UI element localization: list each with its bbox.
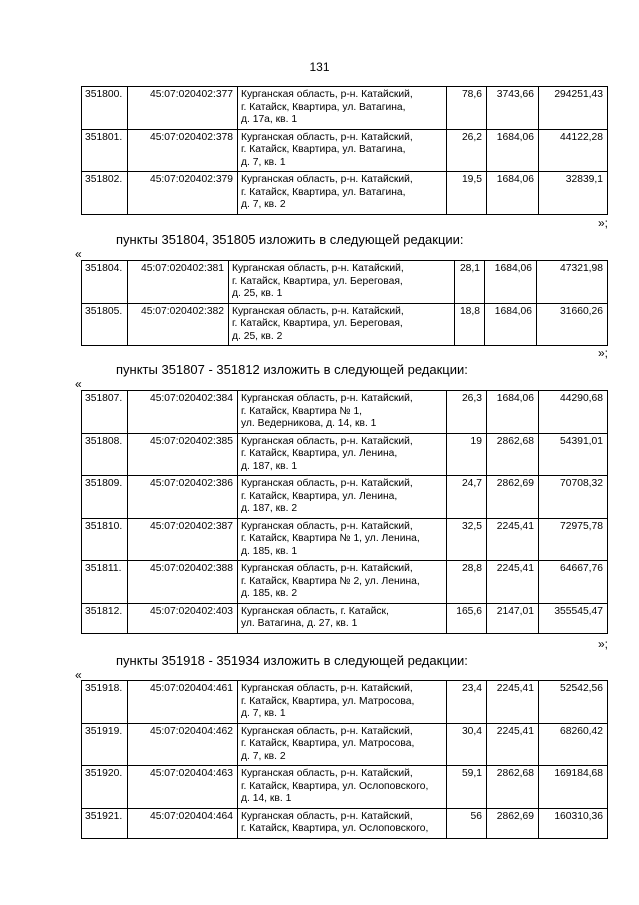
item-number-cell: 351811. xyxy=(82,561,128,604)
unit-price-cell: 3743,66 xyxy=(487,87,539,130)
unit-price-cell: 2862,69 xyxy=(487,808,539,838)
table-row xyxy=(82,518,608,561)
cadastral-value-cell: 68260,42 xyxy=(539,723,608,766)
unit-price-cell: 2862,68 xyxy=(487,433,539,476)
cadastral-value-cell: 160310,36 xyxy=(539,808,608,838)
address-cell xyxy=(238,681,447,724)
table-row xyxy=(82,391,608,434)
address-cell xyxy=(238,87,447,130)
address-line: г. Катайск, Квартира, ул. Ленина, xyxy=(241,490,398,502)
address-line: г. Катайск, Квартира № 1, xyxy=(241,405,363,417)
cadastral-number-cell: 45:07:020404:463 xyxy=(128,766,238,809)
unit-price-cell: 1684,06 xyxy=(485,303,537,346)
address-line: г. Катайск, Квартира, ул. Ленина, xyxy=(241,448,398,459)
address-cell xyxy=(229,303,455,346)
address-line: г. Катайск, Квартира, ул. Ватагина, xyxy=(241,101,406,113)
address-cell xyxy=(238,723,447,766)
unit-price-cell: 2245,41 xyxy=(487,681,539,724)
amendment-instruction: пункты 351918 - 351934 изложить в следующей редакции: xyxy=(116,653,468,668)
area-cell: 165,6 xyxy=(447,603,487,633)
opening-quote: « xyxy=(75,247,82,261)
address-cell xyxy=(238,766,447,809)
area-cell: 23,4 xyxy=(447,681,487,724)
address-line: г. Катайск, Квартира, ул. Береговая, xyxy=(232,318,403,329)
address-cell xyxy=(238,129,447,172)
address-line: д. 17а, кв. 1 xyxy=(241,114,298,125)
table-row xyxy=(82,766,608,809)
address-line: ул. Ватагина, д. 27, кв. 1 xyxy=(241,618,358,629)
cadastral-value-cell: 54391,01 xyxy=(539,433,608,476)
address-line: д. 25, кв. 2 xyxy=(232,330,283,342)
table-row xyxy=(82,172,608,215)
item-number-cell: 351809. xyxy=(82,476,128,519)
address-line: г. Катайск, Квартира № 1, ул. Ленина, xyxy=(241,533,420,544)
table-row xyxy=(82,303,608,346)
address-line: Курганская область, р-н. Катайский, xyxy=(241,810,413,822)
cadastral-number-cell: 45:07:020402:403 xyxy=(128,603,238,633)
item-number-cell: 351918. xyxy=(82,681,128,724)
cadastral-value-cell: 47321,98 xyxy=(537,261,608,304)
table-row xyxy=(82,681,608,724)
address-line: Курганская область, р-н. Катайский, xyxy=(241,89,413,100)
area-cell: 24,7 xyxy=(447,476,487,519)
item-number-cell: 351810. xyxy=(82,518,128,561)
register-table xyxy=(81,260,608,346)
address-line: Курганская область, р-н. Катайский, xyxy=(241,393,413,404)
item-number-cell: 351801. xyxy=(82,129,128,172)
item-number-cell: 351802. xyxy=(82,172,128,215)
unit-price-cell: 1684,06 xyxy=(487,391,539,434)
item-number-cell: 351804. xyxy=(82,261,128,304)
address-line: д. 25, кв. 1 xyxy=(232,288,283,299)
address-line: д. 7, кв. 2 xyxy=(241,199,286,210)
cadastral-number-cell: 45:07:020404:464 xyxy=(128,808,238,838)
item-number-cell: 351920. xyxy=(82,766,128,809)
address-cell xyxy=(238,172,447,215)
address-line: Курганская область, р-н. Катайский, xyxy=(241,563,413,574)
area-cell: 28,1 xyxy=(455,261,485,304)
opening-quote: « xyxy=(75,377,82,391)
unit-price-cell: 2862,68 xyxy=(487,766,539,809)
area-cell: 78,6 xyxy=(447,87,487,130)
address-line: г. Катайск, Квартира, ул. Ватагина, xyxy=(241,144,406,155)
register-table xyxy=(81,680,608,839)
page-number: 131 xyxy=(309,60,330,74)
cadastral-number-cell: 45:07:020402:381 xyxy=(128,261,229,304)
address-line: Курганская область, р-н. Катайский, xyxy=(241,435,413,447)
item-number-cell: 351805. xyxy=(82,303,128,346)
register-table xyxy=(81,86,608,215)
address-cell xyxy=(238,433,447,476)
cadastral-value-cell: 32839,1 xyxy=(539,172,608,215)
address-line: г. Катайск, Квартира № 2, ул. Ленина, xyxy=(241,575,420,587)
area-cell: 18,8 xyxy=(455,303,485,346)
address-cell xyxy=(238,808,447,838)
address-line: Курганская область, р-н. Катайский, xyxy=(241,683,413,694)
address-line: Курганская область, р-н. Катайский, xyxy=(241,131,413,143)
unit-price-cell: 2245,41 xyxy=(487,518,539,561)
address-line: д. 7, кв. 1 xyxy=(241,708,286,719)
address-cell xyxy=(229,261,455,304)
address-line: д. 185, кв. 2 xyxy=(241,588,298,599)
area-cell: 56 xyxy=(447,808,487,838)
address-cell xyxy=(238,603,447,633)
item-number-cell: 351919. xyxy=(82,723,128,766)
address-cell xyxy=(238,518,447,561)
cadastral-number-cell: 45:07:020402:386 xyxy=(128,476,238,519)
cadastral-value-cell: 52542,56 xyxy=(539,681,608,724)
address-line: Курганская область, р-н. Катайский, xyxy=(232,305,404,317)
table-row xyxy=(82,476,608,519)
address-line: д. 187, кв. 2 xyxy=(241,503,298,514)
address-cell xyxy=(238,561,447,604)
unit-price-cell: 1684,06 xyxy=(487,172,539,215)
address-cell xyxy=(238,391,447,434)
opening-quote: « xyxy=(75,668,82,682)
area-cell: 19 xyxy=(447,433,487,476)
address-line: д. 187, кв. 1 xyxy=(241,460,298,472)
register-table xyxy=(81,390,608,634)
table-row xyxy=(82,87,608,130)
cadastral-number-cell: 45:07:020402:377 xyxy=(128,87,238,130)
cadastral-value-cell: 44122,28 xyxy=(539,129,608,172)
unit-price-cell: 2147,01 xyxy=(487,603,539,633)
table-row xyxy=(82,433,608,476)
cadastral-number-cell: 45:07:020404:462 xyxy=(128,723,238,766)
address-line: г. Катайск, Квартира, ул. Ватагина, xyxy=(241,186,406,198)
cadastral-value-cell: 169184,68 xyxy=(539,766,608,809)
table-row xyxy=(82,261,608,304)
item-number-cell: 351800. xyxy=(82,87,128,130)
area-cell: 26,2 xyxy=(447,129,487,172)
address-line: д. 7, кв. 2 xyxy=(241,750,286,762)
cadastral-number-cell: 45:07:020402:384 xyxy=(128,391,238,434)
address-line: д. 185, кв. 1 xyxy=(241,545,298,557)
unit-price-cell: 2862,69 xyxy=(487,476,539,519)
area-cell: 30,4 xyxy=(447,723,487,766)
cadastral-number-cell: 45:07:020402:379 xyxy=(128,172,238,215)
cadastral-number-cell: 45:07:020404:461 xyxy=(128,681,238,724)
table-row xyxy=(82,561,608,604)
closing-quote: »; xyxy=(597,346,608,360)
unit-price-cell: 2245,41 xyxy=(487,561,539,604)
unit-price-cell: 2245,41 xyxy=(487,723,539,766)
cadastral-value-cell: 70708,32 xyxy=(539,476,608,519)
area-cell: 26,3 xyxy=(447,391,487,434)
address-line: д. 14, кв. 1 xyxy=(241,793,292,804)
unit-price-cell: 1684,06 xyxy=(485,261,537,304)
address-line: Курганская область, р-н. Катайский, xyxy=(232,263,404,274)
cadastral-number-cell: 45:07:020402:388 xyxy=(128,561,238,604)
amendment-instruction: пункты 351807 - 351812 изложить в следующей редакции: xyxy=(116,362,468,377)
cadastral-number-cell: 45:07:020402:382 xyxy=(128,303,229,346)
address-line: г. Катайск, Квартира, ул. Береговая, xyxy=(232,275,403,287)
unit-price-cell: 1684,06 xyxy=(487,129,539,172)
address-line: г. Катайск, Квартира, ул. Ослоповского, xyxy=(241,823,429,834)
cadastral-value-cell: 294251,43 xyxy=(539,87,608,130)
address-line: Курганская область, р-н. Катайский, xyxy=(241,768,413,779)
cadastral-number-cell: 45:07:020402:378 xyxy=(128,129,238,172)
item-number-cell: 351921. xyxy=(82,808,128,838)
address-cell xyxy=(238,476,447,519)
closing-quote: »; xyxy=(597,637,608,651)
area-cell: 19,5 xyxy=(447,172,487,215)
cadastral-number-cell: 45:07:020402:385 xyxy=(128,433,238,476)
address-line: Курганская область, р-н. Катайский, xyxy=(241,725,413,737)
address-line: д. 7, кв. 1 xyxy=(241,156,286,168)
area-cell: 28,8 xyxy=(447,561,487,604)
cadastral-value-cell: 355545,47 xyxy=(539,603,608,633)
address-line: г. Катайск, Квартира, ул. Ослоповского, xyxy=(241,780,429,792)
cadastral-value-cell: 31660,26 xyxy=(537,303,608,346)
amendment-instruction: пункты 351804, 351805 изложить в следующей редакции: xyxy=(116,232,464,247)
address-line: г. Катайск, Квартира, ул. Матросова, xyxy=(241,738,415,749)
address-line: ул. Ведерникова, д. 14, кв. 1 xyxy=(241,418,377,429)
item-number-cell: 351808. xyxy=(82,433,128,476)
cadastral-value-cell: 72975,78 xyxy=(539,518,608,561)
item-number-cell: 351807. xyxy=(82,391,128,434)
item-number-cell: 351812. xyxy=(82,603,128,633)
address-line: Курганская область, г. Катайск, xyxy=(241,605,389,617)
address-line: Курганская область, р-н. Катайский, xyxy=(241,174,413,185)
address-line: Курганская область, р-н. Катайский, xyxy=(241,478,413,489)
table-row xyxy=(82,129,608,172)
area-cell: 32,5 xyxy=(447,518,487,561)
table-row xyxy=(82,603,608,633)
table-row xyxy=(82,808,608,838)
cadastral-value-cell: 44290,68 xyxy=(539,391,608,434)
address-line: Курганская область, р-н. Катайский, xyxy=(241,520,413,532)
area-cell: 59,1 xyxy=(447,766,487,809)
closing-quote: »; xyxy=(597,216,608,230)
cadastral-value-cell: 64667,76 xyxy=(539,561,608,604)
cadastral-number-cell: 45:07:020402:387 xyxy=(128,518,238,561)
table-row xyxy=(82,723,608,766)
address-line: г. Катайск, Квартира, ул. Матросова, xyxy=(241,695,415,707)
